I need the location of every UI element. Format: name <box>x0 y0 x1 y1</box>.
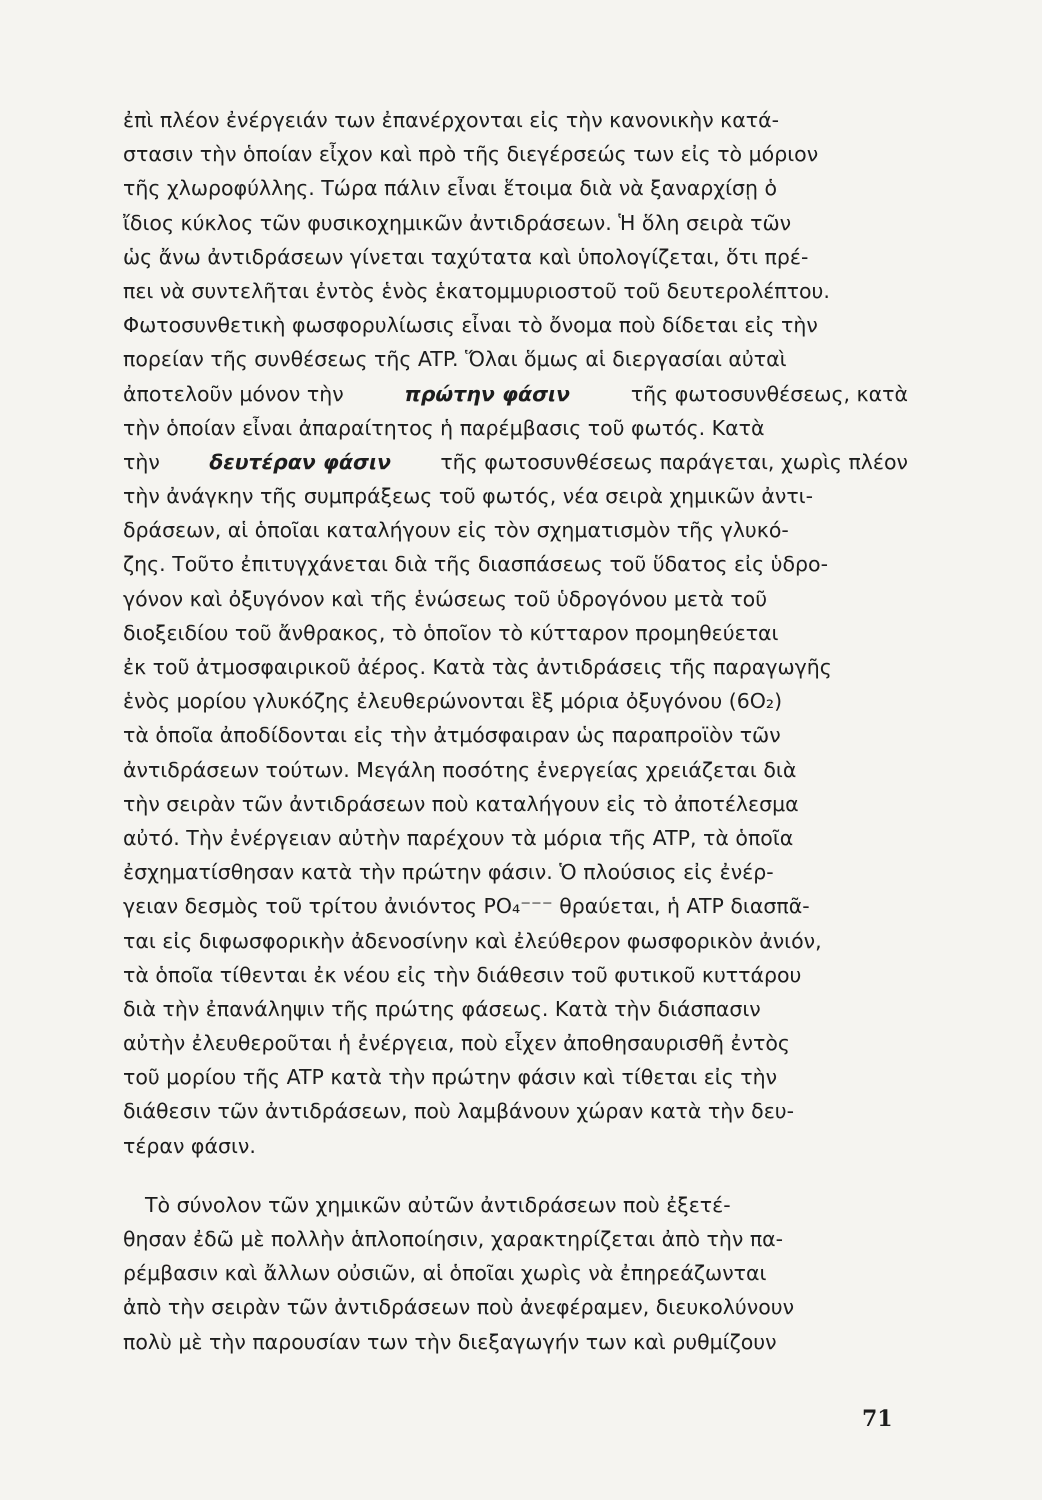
text-line: ἀντιδράσεων τούτων. Μεγάλη ποσότης ἐνεργείας χρειάζεται διὰ <box>123 757 797 782</box>
text-line: ὡς ἄνω ἀντιδράσεων γίνεται ταχύτατα καὶ ὑπολογίζεται, ὅτι πρέ- <box>123 244 809 269</box>
text-line: διὰ τὴν ἐπανάληψιν τῆς πρώτης φάσεως. Κατὰ τὴν διάσπασιν <box>123 996 761 1021</box>
text-line: τέραν φάσιν. <box>123 1133 256 1158</box>
page-number: 71 <box>862 1406 893 1432</box>
text-line: τὴν ὁποίαν εἶναι ἀπαραίτητος ἡ παρέμβασις τοῦ φωτός. Κατὰ <box>123 415 765 440</box>
text-line: διοξειδίου τοῦ ἄνθρακος, τὸ ὁποῖον τὸ κύτταρον προμηθεύεται <box>123 620 779 645</box>
text-segment: τὴν <box>123 449 160 474</box>
text-line: τῆς χλωροφύλλης. Τώρα πάλιν εἶναι ἕτοιμα διὰ νὰ ξαναρχίσῃ ὁ <box>123 176 778 201</box>
text-line: αὐτό. Τὴν ἐνέργειαν αὐτὴν παρέχουν τὰ μόρια τῆς ATP, τὰ ὁποῖα <box>123 825 794 850</box>
text-line: τὰ ὁποῖα ἀποδίδονται εἰς τὴν ἀτμόσφαιραν ὡς παραπροϊὸν τῶν <box>123 723 781 748</box>
emphasis-first-phase: πρώτην φάσιν <box>404 381 571 406</box>
text-line: ἀπὸ τὴν σειρὰν τῶν ἀντιδράσεων ποὺ ἀνεφέραμεν, διευκολύνουν <box>123 1295 795 1320</box>
text-line: ζης. Τοῦτο ἐπιτυγχάνεται διὰ τῆς διασπάσεως τοῦ ὕδατος εἰς ὑδρο- <box>123 552 828 577</box>
text-line: στασιν τὴν ὁποίαν εἶχον καὶ πρὸ τῆς διεγέρσεώς των εἰς τὸ μόριον <box>123 142 819 167</box>
text-line: τὴν ἀνάγκην τῆς συμπράξεως τοῦ φωτός, νέα σειρὰ χημικῶν ἀντι- <box>123 484 814 509</box>
text-line: διάθεσιν τῶν ἀντιδράσεων, ποὺ λαμβάνουν χώραν κατὰ τὴν δευ- <box>123 1099 795 1124</box>
text-line: τοῦ μορίου τῆς ATP κατὰ τὴν πρώτην φάσιν καὶ τίθεται εἰς τὴν <box>123 1065 778 1090</box>
text-line: ἐκ τοῦ ἀτμοσφαιρικοῦ ἀέρος. Κατὰ τὰς ἀντιδράσεις τῆς παραγωγῆς <box>123 655 832 679</box>
text-line: πορείαν τῆς συνθέσεως τῆς ATP. Ὅλαι ὅμως αἱ διεργασίαι αὐταὶ <box>123 347 787 372</box>
text-line: αὐτὴν ἐλευθεροῦται ἡ ἐνέργεια, ποὺ εἶχεν ἀποθησαυρισθῆ ἐντὸς <box>123 1031 790 1056</box>
text-line: γειαν δεσμὸς τοῦ τρίτου ἀνιόντος PO₄⁻⁻⁻ θραύεται, ἡ ATP διασπᾶ- <box>123 894 810 919</box>
text-line: θησαν ἐδῶ μὲ πολλὴν ἁπλοποίησιν, χαρακτηρίζεται ἀπὸ τὴν πα- <box>123 1227 784 1251</box>
text-line: τὰ ὁποῖα τίθενται ἐκ νέου εἰς τὴν διάθεσιν τοῦ φυτικοῦ κυττάρου <box>123 962 802 987</box>
text-line: ρέμβασιν καὶ ἄλλων οὐσιῶν, αἱ ὁποῖαι χωρὶς νὰ ἐπηρεάζωνται <box>123 1261 767 1286</box>
text-segment: ἀποτελοῦν μόνον τὴν <box>123 381 344 406</box>
text-line: ἴδιος κύκλος τῶν φυσικοχημικῶν ἀντιδράσεων. Ἡ ὅλη σειρὰ τῶν <box>123 210 792 235</box>
text-line: Τὸ σύνολον τῶν χημικῶν αὐτῶν ἀντιδράσεων ποὺ ἐξετέ- <box>145 1192 731 1217</box>
text-line: ἐπὶ πλέον ἐνέργειάν των ἐπανέρχονται εἰς τὴν κανονικὴν κατά- <box>123 108 780 132</box>
text-line <box>123 445 908 479</box>
text-segment: τῆς φωτοσυνθέσεως παράγεται, χωρὶς πλέον <box>440 449 908 474</box>
text-line: ἐσχηματίσθησαν κατὰ τὴν πρώτην φάσιν. Ὁ πλούσιος εἰς ἐνέρ- <box>123 860 774 885</box>
text-line: τὴν σειρὰν τῶν ἀντιδράσεων ποὺ καταλήγουν εἰς τὸ ἀποτέλεσμα <box>123 791 799 816</box>
text-line: πολὺ μὲ τὴν παρουσίαν των τὴν διεξαγωγήν των καὶ ρυθμίζουν <box>123 1329 777 1354</box>
text-line: δράσεων, αἱ ὁποῖαι καταλήγουν εἰς τὸν σχηματισμὸν τῆς γλυκό- <box>123 518 789 543</box>
text-line: πει νὰ συντελῆται ἐντὸς ἑνὸς ἑκατομμυριοστοῦ τοῦ δευτερολέπτου. <box>123 278 830 303</box>
text-line: Φωτοσυνθετικὴ φωσφορυλίωσις εἶναι τὸ ὄνομα ποὺ δίδεται εἰς τὴν <box>123 313 818 338</box>
body-text <box>123 103 908 1359</box>
text-segment: τῆς φωτοσυνθέσεως, κατὰ <box>630 381 908 406</box>
text-line: ται εἰς διφωσφορικὴν ἀδενοσίνην καὶ ἐλεύθερον φωσφορικὸν ἀνιόν, <box>123 928 822 953</box>
text-line: γόνον καὶ ὀξυγόνον καὶ τῆς ἑνώσεως τοῦ ὑδρογόνου μετὰ τοῦ <box>123 586 768 611</box>
text-line: ἑνὸς μορίου γλυκόζης ἐλευθερώνονται ἓξ μόρια ὀξυγόνου (6O₂) <box>123 689 783 714</box>
text-line <box>123 377 908 411</box>
emphasis-second-phase: δευτέραν φάσιν <box>209 449 391 474</box>
